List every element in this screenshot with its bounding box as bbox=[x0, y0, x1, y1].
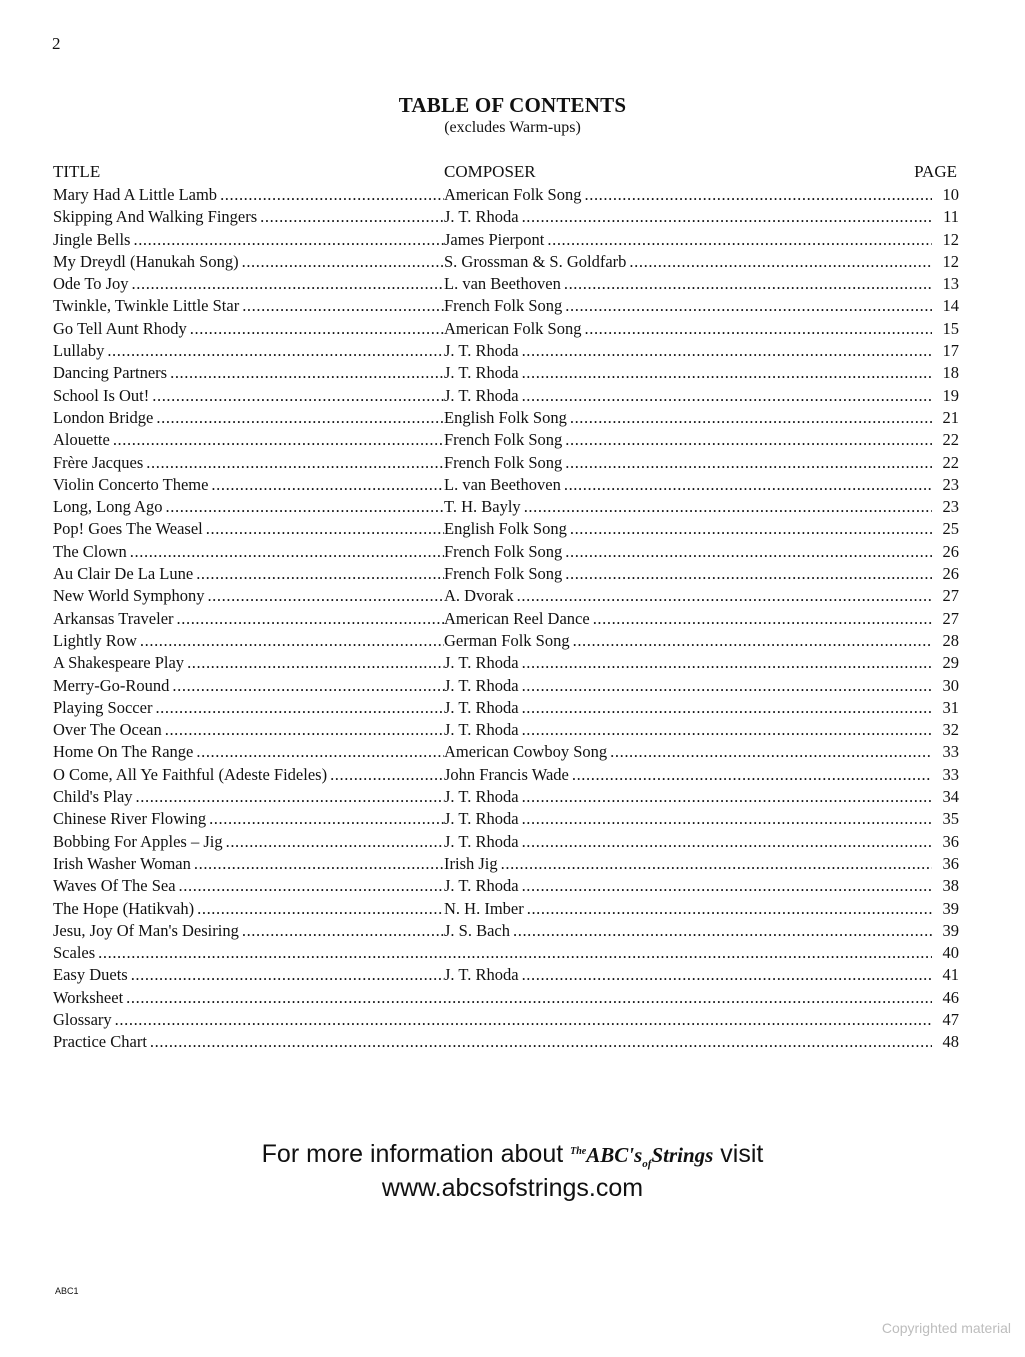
dot-leader bbox=[522, 964, 932, 986]
dot-leader bbox=[522, 652, 932, 674]
dot-leader bbox=[527, 898, 932, 920]
entry-page: 21 bbox=[942, 407, 959, 427]
entry-page: 39 bbox=[942, 920, 959, 940]
entry-composer: J. T. Rhoda bbox=[444, 340, 522, 362]
entry-composer: J. T. Rhoda bbox=[444, 652, 522, 674]
entry-composer: French Folk Song bbox=[444, 563, 565, 585]
entry-page: 13 bbox=[942, 274, 959, 294]
dot-leader bbox=[132, 273, 444, 295]
dot-leader bbox=[517, 585, 932, 607]
dot-leader bbox=[146, 452, 444, 474]
entry-composer: L. van Beethoven bbox=[444, 273, 564, 295]
toc-entry bbox=[53, 920, 959, 942]
entry-composer: T. H. Bayly bbox=[444, 496, 524, 518]
entry-page: 18 bbox=[942, 363, 959, 383]
entry-page: 11 bbox=[943, 207, 959, 227]
toc-entry bbox=[53, 563, 959, 585]
entry-page: 31 bbox=[942, 697, 959, 717]
footer-code: ABC1 bbox=[55, 1286, 79, 1296]
dot-leader bbox=[522, 697, 932, 719]
entry-page: 33 bbox=[942, 764, 959, 784]
toc-entry bbox=[53, 652, 959, 674]
dot-leader bbox=[220, 184, 444, 206]
entry-title: Twinkle, Twinkle Little Star bbox=[53, 295, 242, 317]
dot-leader bbox=[585, 184, 933, 206]
entry-title: Playing Soccer bbox=[53, 697, 155, 719]
entry-page: 46 bbox=[942, 987, 959, 1007]
entry-composer: N. H. Imber bbox=[444, 898, 527, 920]
dot-leader bbox=[190, 318, 444, 340]
dot-leader bbox=[136, 786, 444, 808]
entry-composer: English Folk Song bbox=[444, 407, 570, 429]
toc-entry bbox=[53, 518, 959, 540]
entry-page: 35 bbox=[942, 809, 959, 829]
entry-title: Bobbing For Apples – Jig bbox=[53, 831, 226, 853]
entry-title: Dancing Partners bbox=[53, 362, 170, 384]
entry-composer: J. S. Bach bbox=[444, 920, 513, 942]
dot-leader bbox=[524, 496, 932, 518]
entry-title: Pop! Goes The Weasel bbox=[53, 518, 206, 540]
toc-entry bbox=[53, 964, 959, 986]
entry-composer: French Folk Song bbox=[444, 452, 565, 474]
entry-page: 22 bbox=[942, 430, 959, 450]
toc-entry bbox=[53, 719, 959, 741]
entry-title: London Bridge bbox=[53, 407, 156, 429]
toc-entry bbox=[53, 273, 959, 295]
entry-composer: French Folk Song bbox=[444, 429, 565, 451]
toc-entry bbox=[53, 808, 959, 830]
dot-leader bbox=[242, 295, 444, 317]
dot-leader bbox=[330, 764, 444, 786]
dot-leader bbox=[522, 719, 932, 741]
entry-title: Jingle Bells bbox=[53, 229, 133, 251]
entry-composer: J. T. Rhoda bbox=[444, 786, 522, 808]
entry-title: Over The Ocean bbox=[53, 719, 165, 741]
dot-leader bbox=[113, 429, 444, 451]
entry-title: Scales bbox=[53, 942, 98, 964]
entry-page: 48 bbox=[942, 1032, 959, 1052]
entry-title: Jesu, Joy Of Man's Desiring bbox=[53, 920, 242, 942]
dot-leader bbox=[155, 697, 444, 719]
dot-leader bbox=[211, 474, 444, 496]
entry-title: Arkansas Traveler bbox=[53, 608, 177, 630]
toc-entry bbox=[53, 184, 959, 206]
toc-entry bbox=[53, 608, 959, 630]
dot-leader bbox=[522, 675, 932, 697]
entry-composer: J. T. Rhoda bbox=[444, 808, 522, 830]
dot-leader bbox=[564, 474, 932, 496]
entry-page: 17 bbox=[942, 341, 959, 361]
dot-leader bbox=[260, 206, 444, 228]
entry-page: 32 bbox=[942, 720, 959, 740]
brand-the: The bbox=[570, 1146, 587, 1157]
dot-leader bbox=[172, 675, 444, 697]
dot-leader bbox=[522, 875, 932, 897]
toc-entry bbox=[53, 541, 959, 563]
entry-composer: S. Grossman & S. Goldfarb bbox=[444, 251, 629, 273]
entry-page: 22 bbox=[942, 452, 959, 472]
toc-entry bbox=[53, 831, 959, 853]
entry-title: My Dreydl (Hanukah Song) bbox=[53, 251, 242, 273]
dot-leader bbox=[570, 407, 932, 429]
entry-page: 36 bbox=[942, 831, 959, 851]
toc-entry bbox=[53, 987, 959, 1009]
entry-composer: J. T. Rhoda bbox=[444, 964, 522, 986]
dot-leader bbox=[573, 630, 932, 652]
toc-entry bbox=[53, 452, 959, 474]
entry-page: 10 bbox=[942, 185, 959, 204]
dot-leader bbox=[522, 362, 932, 384]
entry-page: 38 bbox=[942, 876, 959, 896]
dot-leader bbox=[194, 853, 444, 875]
toc-entry bbox=[53, 1031, 959, 1053]
entry-title: Frère Jacques bbox=[53, 452, 146, 474]
toc-entry bbox=[53, 675, 959, 697]
promo-text bbox=[0, 1140, 1025, 1170]
entry-title: The Clown bbox=[53, 541, 130, 563]
dot-leader bbox=[522, 808, 932, 830]
entry-title: Worksheet bbox=[53, 987, 126, 1009]
toc-entry bbox=[53, 1009, 959, 1031]
toc-entry bbox=[53, 407, 959, 429]
dot-leader bbox=[131, 964, 444, 986]
entry-composer: English Folk Song bbox=[444, 518, 570, 540]
entry-title: School Is Out! bbox=[53, 385, 152, 407]
dot-leader bbox=[565, 429, 932, 451]
entry-page: 39 bbox=[942, 898, 959, 918]
entry-page: 15 bbox=[942, 318, 959, 338]
dot-leader bbox=[242, 920, 444, 942]
toc-entry bbox=[53, 429, 959, 451]
entry-title: Lightly Row bbox=[53, 630, 140, 652]
dot-leader bbox=[572, 764, 932, 786]
entry-page: 19 bbox=[942, 385, 959, 405]
column-header-title: TITLE bbox=[53, 162, 101, 181]
column-header-page: PAGE bbox=[914, 162, 957, 181]
dot-leader bbox=[242, 251, 444, 273]
toc-entry bbox=[53, 340, 959, 362]
entry-composer: J. T. Rhoda bbox=[444, 362, 522, 384]
dot-leader bbox=[501, 853, 932, 875]
entry-composer: German Folk Song bbox=[444, 630, 573, 652]
entry-page: 47 bbox=[942, 1009, 959, 1029]
dot-leader bbox=[629, 251, 932, 273]
entry-composer: J. T. Rhoda bbox=[444, 385, 522, 407]
entry-page: 12 bbox=[942, 229, 959, 249]
page-number: 2 bbox=[52, 34, 61, 53]
entry-page: 34 bbox=[942, 787, 959, 807]
dot-leader bbox=[165, 719, 444, 741]
dot-leader bbox=[585, 318, 933, 340]
entry-composer: French Folk Song bbox=[444, 295, 565, 317]
entry-page: 27 bbox=[942, 608, 959, 628]
dot-leader bbox=[522, 206, 932, 228]
dot-leader bbox=[565, 295, 932, 317]
dot-leader bbox=[196, 563, 444, 585]
entry-page: 40 bbox=[942, 943, 959, 963]
entry-composer: J. T. Rhoda bbox=[444, 697, 522, 719]
entry-composer: James Pierpont bbox=[444, 229, 547, 251]
entry-page: 25 bbox=[942, 519, 959, 539]
entry-page: 36 bbox=[942, 853, 959, 873]
toc-entry bbox=[53, 385, 959, 407]
entry-page: 23 bbox=[942, 474, 959, 494]
entry-composer: J. T. Rhoda bbox=[444, 719, 522, 741]
toc-entry bbox=[53, 853, 959, 875]
entry-composer: American Folk Song bbox=[444, 318, 585, 340]
entry-title: Waves Of The Sea bbox=[53, 875, 179, 897]
dot-leader bbox=[152, 385, 444, 407]
entry-page: 41 bbox=[942, 965, 959, 985]
entry-title: Au Clair De La Lune bbox=[53, 563, 196, 585]
entry-page: 29 bbox=[942, 653, 959, 673]
entry-composer: J. T. Rhoda bbox=[444, 831, 522, 853]
entry-page: 26 bbox=[942, 541, 959, 561]
entry-title: The Hope (Hatikvah) bbox=[53, 898, 197, 920]
entry-page: 23 bbox=[942, 497, 959, 517]
toc-entry bbox=[53, 251, 959, 273]
toc-entry bbox=[53, 474, 959, 496]
toc-entry bbox=[53, 585, 959, 607]
dot-leader bbox=[209, 808, 444, 830]
promo-url[interactable]: www.abcsofstrings.com bbox=[381, 1174, 644, 1202]
dot-leader bbox=[564, 273, 932, 295]
entry-title: Merry-Go-Round bbox=[53, 675, 172, 697]
dot-leader bbox=[593, 608, 932, 630]
entry-title: Home On The Range bbox=[53, 741, 196, 763]
brand-logo bbox=[570, 1143, 714, 1171]
entry-title: Ode To Joy bbox=[53, 273, 132, 295]
dot-leader bbox=[206, 518, 444, 540]
entry-page: 30 bbox=[942, 675, 959, 695]
entry-title: Irish Washer Woman bbox=[53, 853, 194, 875]
dot-leader bbox=[179, 875, 444, 897]
entry-composer: A. Dvorak bbox=[444, 585, 517, 607]
entry-title: New World Symphony bbox=[53, 585, 207, 607]
entry-page: 27 bbox=[942, 586, 959, 606]
dot-leader bbox=[565, 452, 932, 474]
promo-trail: visit bbox=[720, 1140, 764, 1168]
dot-leader bbox=[207, 585, 444, 607]
entry-title: Easy Duets bbox=[53, 964, 131, 986]
toc-entry bbox=[53, 496, 959, 518]
entry-title: Violin Concerto Theme bbox=[53, 474, 211, 496]
toc-entry bbox=[53, 630, 959, 652]
toc-heading: TABLE OF CONTENTS bbox=[398, 93, 627, 117]
entry-title: Lullaby bbox=[53, 340, 107, 362]
entry-composer: J. T. Rhoda bbox=[444, 875, 522, 897]
entry-title: Skipping And Walking Fingers bbox=[53, 206, 260, 228]
dot-leader bbox=[565, 541, 932, 563]
toc-entry bbox=[53, 206, 959, 228]
dot-leader bbox=[522, 786, 932, 808]
dot-leader bbox=[115, 1009, 932, 1031]
entry-title: Alouette bbox=[53, 429, 113, 451]
dot-leader bbox=[170, 362, 444, 384]
entry-page: 14 bbox=[942, 296, 959, 316]
entry-composer: John Francis Wade bbox=[444, 764, 572, 786]
toc-entry bbox=[53, 318, 959, 340]
entry-title: Go Tell Aunt Rhody bbox=[53, 318, 190, 340]
dot-leader bbox=[570, 518, 932, 540]
dot-leader bbox=[98, 942, 932, 964]
promo-lead: For more information about bbox=[261, 1140, 564, 1168]
dot-leader bbox=[133, 229, 444, 251]
entry-composer: American Reel Dance bbox=[444, 608, 593, 630]
dot-leader bbox=[197, 898, 444, 920]
toc-entry bbox=[53, 786, 959, 808]
entry-composer: American Cowboy Song bbox=[444, 741, 610, 763]
entry-composer: French Folk Song bbox=[444, 541, 565, 563]
brand-of: of bbox=[642, 1158, 652, 1171]
entry-composer: Irish Jig bbox=[444, 853, 501, 875]
entry-title: Child's Play bbox=[53, 786, 136, 808]
dot-leader bbox=[522, 831, 932, 853]
entry-title: Practice Chart bbox=[53, 1031, 150, 1053]
toc-entry bbox=[53, 295, 959, 317]
dot-leader bbox=[126, 987, 932, 1009]
toc-list bbox=[53, 184, 959, 1054]
entry-composer: J. T. Rhoda bbox=[444, 675, 522, 697]
toc-entry bbox=[53, 229, 959, 251]
entry-page: 28 bbox=[942, 630, 959, 650]
entry-title: Long, Long Ago bbox=[53, 496, 166, 518]
dot-leader bbox=[610, 741, 932, 763]
dot-leader bbox=[196, 741, 444, 763]
dot-leader bbox=[513, 920, 932, 942]
entry-composer: American Folk Song bbox=[444, 184, 585, 206]
entry-title: O Come, All Ye Faithful (Adeste Fideles) bbox=[53, 764, 330, 786]
entry-title: Glossary bbox=[53, 1009, 115, 1031]
dot-leader bbox=[565, 563, 932, 585]
entry-title: A Shakespeare Play bbox=[53, 652, 187, 674]
entry-page: 12 bbox=[942, 251, 959, 271]
dot-leader bbox=[107, 340, 444, 362]
column-header-composer: COMPOSER bbox=[444, 162, 536, 181]
entry-title: Mary Had A Little Lamb bbox=[53, 184, 220, 206]
entry-composer: J. T. Rhoda bbox=[444, 206, 522, 228]
dot-leader bbox=[140, 630, 444, 652]
brand-abc: ABC's bbox=[586, 1143, 643, 1167]
dot-leader bbox=[150, 1031, 932, 1053]
toc-entry bbox=[53, 697, 959, 719]
toc-entry bbox=[53, 875, 959, 897]
entry-title: Chinese River Flowing bbox=[53, 808, 209, 830]
dot-leader bbox=[226, 831, 444, 853]
entry-composer: L. van Beethoven bbox=[444, 474, 564, 496]
dot-leader bbox=[130, 541, 444, 563]
dot-leader bbox=[177, 608, 444, 630]
dot-leader bbox=[187, 652, 444, 674]
toc-entry bbox=[53, 942, 959, 964]
toc-entry bbox=[53, 741, 959, 763]
toc-entry bbox=[53, 764, 959, 786]
entry-page: 26 bbox=[942, 564, 959, 584]
entry-page: 33 bbox=[942, 742, 959, 762]
toc-entry bbox=[53, 362, 959, 384]
toc-subheading: (excludes Warm-ups) bbox=[444, 119, 581, 136]
dot-leader bbox=[522, 340, 932, 362]
dot-leader bbox=[166, 496, 444, 518]
copyright-notice: Copyrighted material bbox=[881, 1320, 1011, 1336]
dot-leader bbox=[522, 385, 932, 407]
brand-strings: Strings bbox=[651, 1143, 714, 1167]
toc-entry bbox=[53, 898, 959, 920]
dot-leader bbox=[156, 407, 444, 429]
dot-leader bbox=[547, 229, 932, 251]
